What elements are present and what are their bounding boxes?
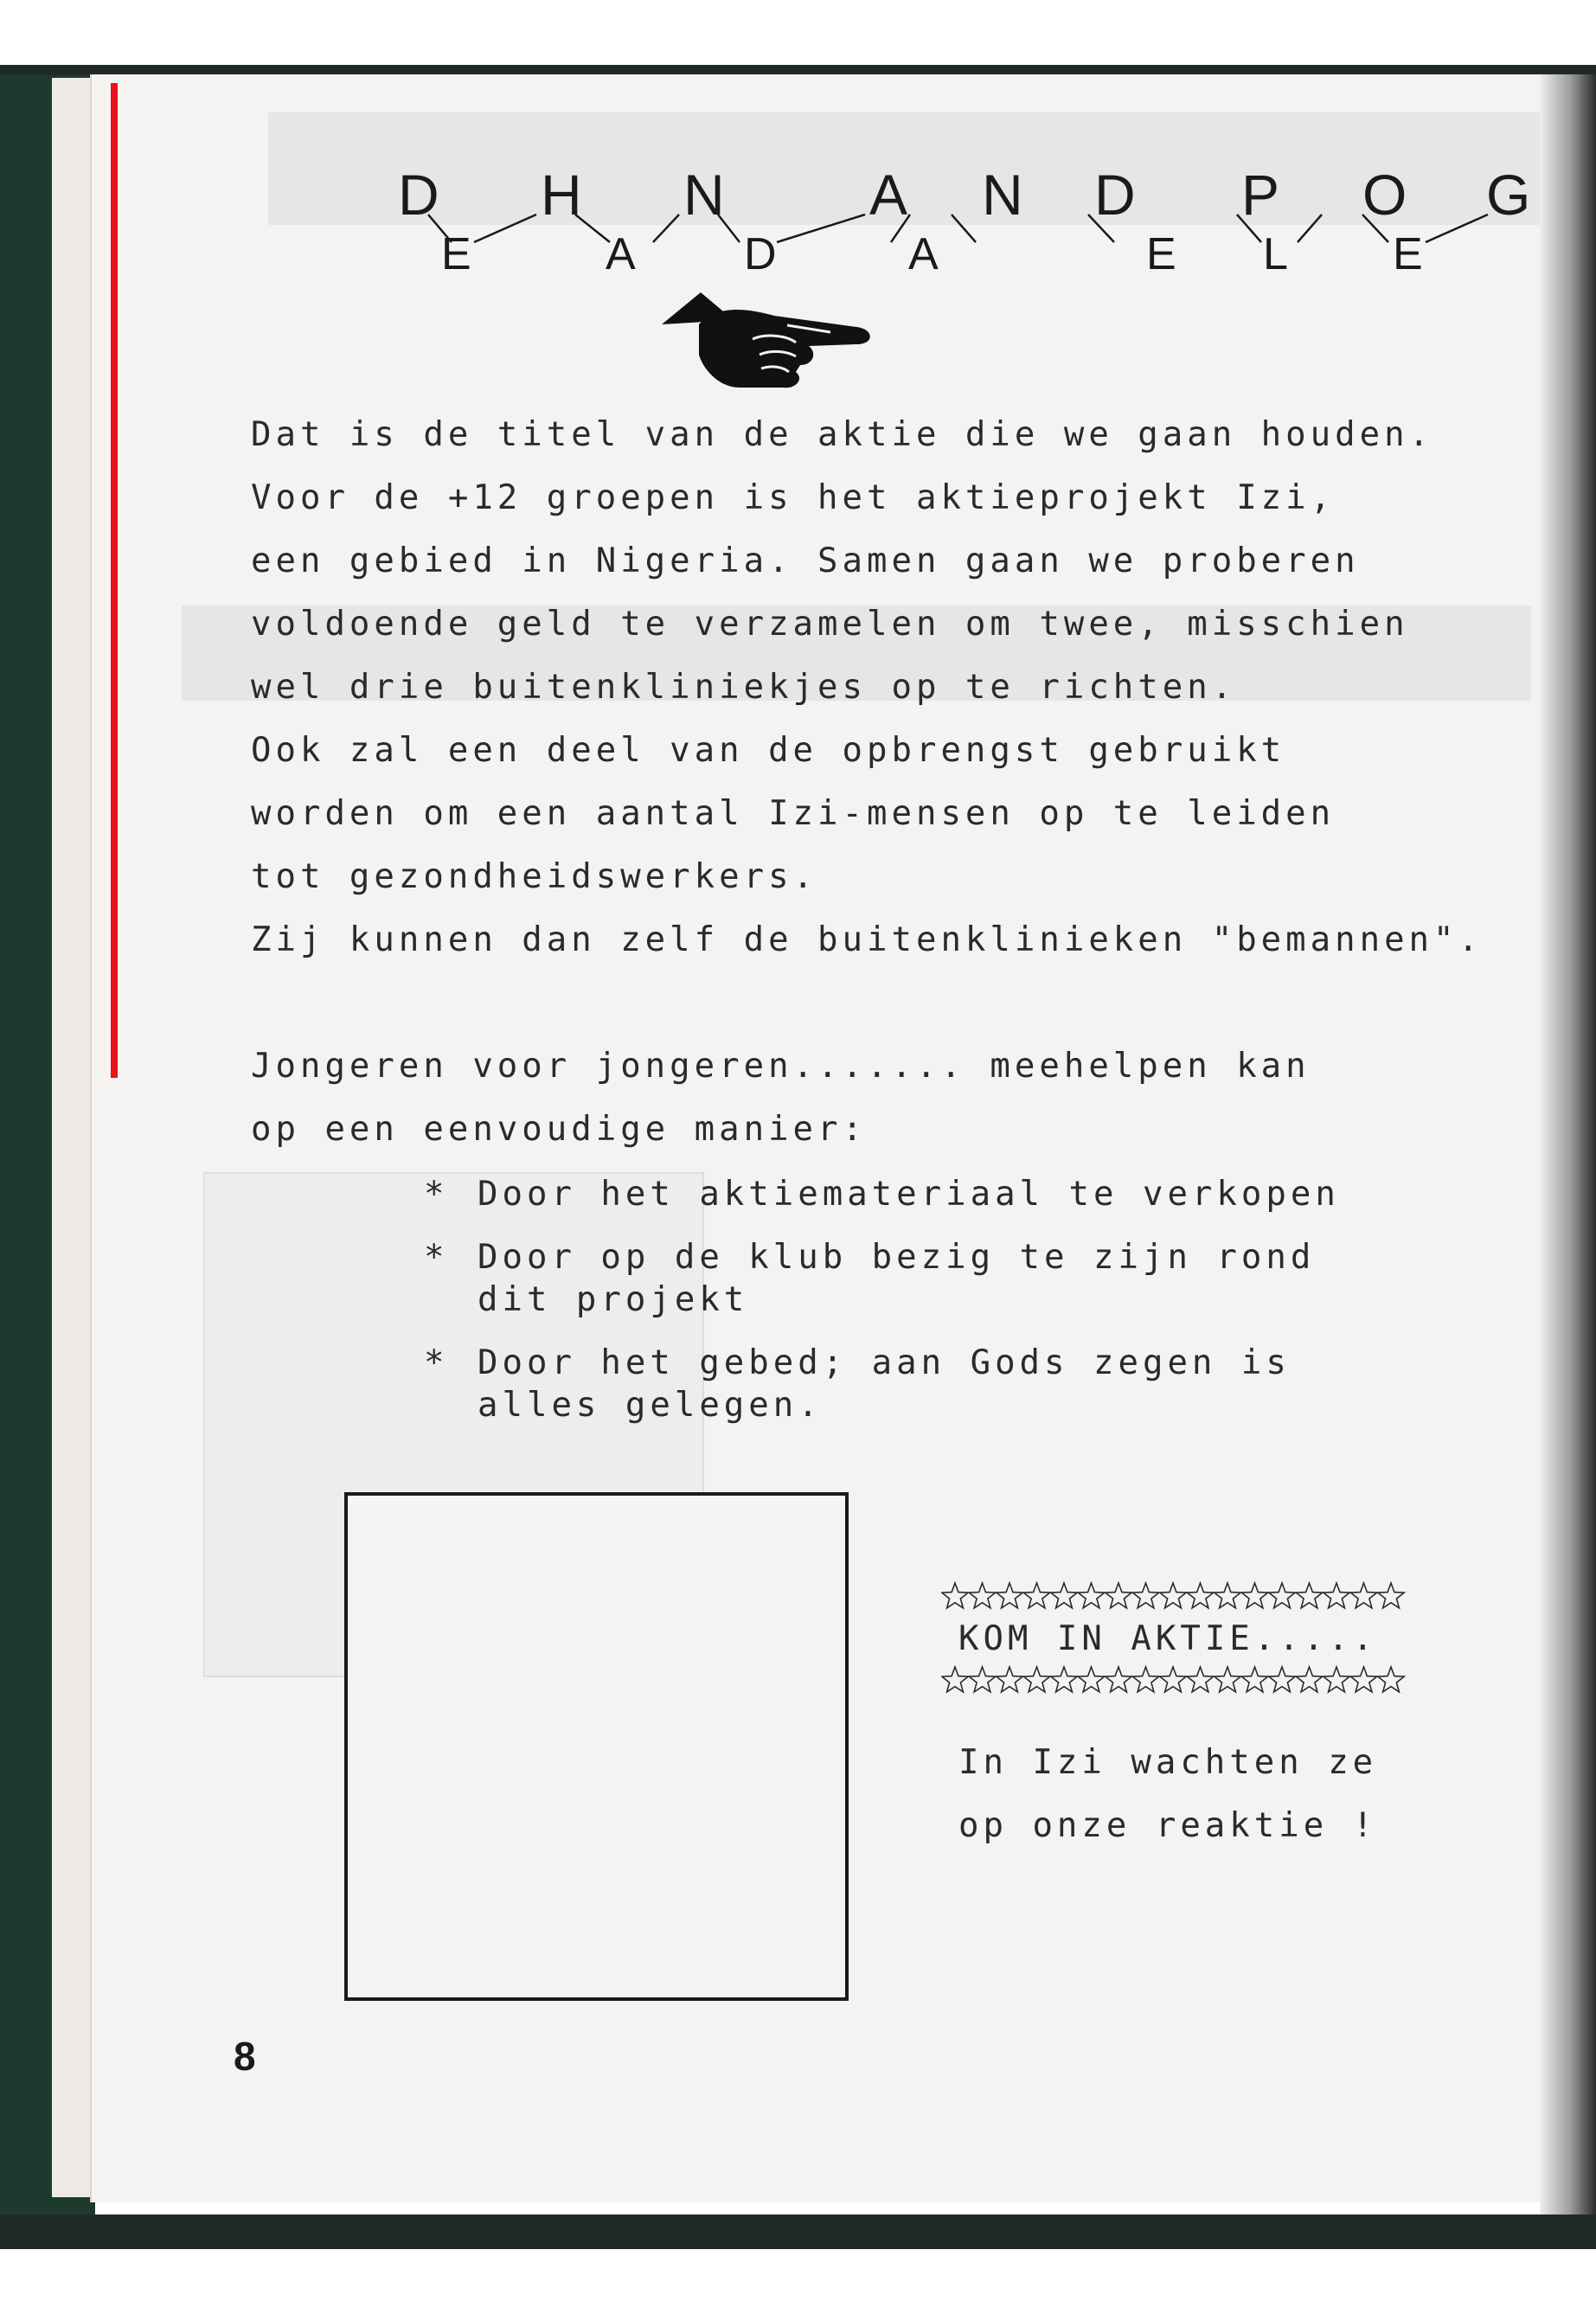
bullet-star: *: [424, 1175, 449, 1214]
star-ornament: [1350, 1583, 1376, 1608]
title-letter: A: [869, 163, 908, 227]
star-ornament: [1241, 1583, 1267, 1608]
bullet-text: Door het aktiemateriaal te verkopen: [478, 1175, 1340, 1214]
title-letter: H: [541, 163, 582, 227]
body-text-line: Jongeren voor jongeren....... meehelpen kan: [251, 1047, 1311, 1086]
star-ornament: [969, 1583, 995, 1608]
star-ornament: [1324, 1667, 1349, 1692]
title-letter: O: [1362, 163, 1407, 227]
body-text-line: Zij kunnen dan zelf de buitenklinieken "bemannen".: [251, 920, 1483, 959]
title-letter: D: [744, 229, 777, 279]
star-ornament: [1160, 1667, 1186, 1692]
star-ornament: [1132, 1667, 1158, 1692]
star-ornament: [1378, 1583, 1404, 1608]
body-text-line: worden om een aantal Izi-mensen op te leiden: [251, 794, 1336, 833]
bullet-star: *: [424, 1343, 449, 1382]
red-margin-bar: [111, 83, 118, 1078]
star-ornament: [1106, 1583, 1131, 1608]
cover-bottom-edge: [0, 2214, 1596, 2249]
title-letter: D: [398, 163, 439, 227]
bullet-text: alles gelegen.: [478, 1386, 823, 1425]
spine-shadow: [1540, 74, 1596, 2214]
star-ornament: [1051, 1667, 1077, 1692]
star-ornament: [1296, 1667, 1322, 1692]
title-letter: A: [908, 229, 939, 279]
star-ornament: [1078, 1667, 1104, 1692]
bullet-text: Door het gebed; aan Gods zegen is: [478, 1343, 1291, 1382]
star-ornament: [1023, 1667, 1049, 1692]
body-text-line: wel drie buitenkliniekjes op te richten.: [251, 668, 1237, 707]
star-ornament: [942, 1667, 968, 1692]
title-letter: N: [683, 163, 725, 227]
body-text-line: voldoende geld te verzamelen om twee, misschien: [251, 605, 1409, 644]
star-ornament: [1051, 1583, 1077, 1608]
bullet-text: Door op de klub bezig te zijn rond: [478, 1238, 1316, 1277]
body-text-line: op een eenvoudige manier:: [251, 1110, 867, 1149]
page-edge: [69, 78, 82, 2197]
title-letter: E: [1146, 229, 1176, 279]
star-border-top: [941, 1579, 1417, 1613]
star-ornament: [1215, 1667, 1240, 1692]
bullet-star: *: [424, 1238, 449, 1277]
star-ornament: [1324, 1583, 1349, 1608]
page-edge: [52, 78, 70, 2197]
star-ornament: [1078, 1583, 1104, 1608]
callout-text: In Izi wachten ze: [958, 1743, 1378, 1782]
title-letter: E: [441, 229, 471, 279]
photo-frame: [344, 1492, 849, 2001]
body-text-line: tot gezondheidswerkers.: [251, 857, 818, 896]
star-ornament: [1269, 1667, 1295, 1692]
star-ornament: [969, 1667, 995, 1692]
star-ornament: [1350, 1667, 1376, 1692]
star-ornament: [1160, 1583, 1186, 1608]
star-ornament: [997, 1667, 1022, 1692]
body-text-line: een gebied in Nigeria. Samen gaan we proberen: [251, 542, 1360, 580]
star-ornament: [1187, 1583, 1213, 1608]
title-letter: P: [1241, 163, 1280, 227]
title-letter: G: [1486, 163, 1531, 227]
star-ornament: [1187, 1667, 1213, 1692]
callout-text: op onze reaktie !: [958, 1806, 1378, 1845]
star-ornament: [1296, 1583, 1322, 1608]
title-letter: L: [1263, 229, 1288, 279]
star-ornament: [1106, 1667, 1131, 1692]
pointing-hand-icon: [657, 285, 882, 398]
star-ornament: [942, 1583, 968, 1608]
star-ornament: [1132, 1583, 1158, 1608]
star-ornament: [1378, 1667, 1404, 1692]
star-ornament: [1023, 1583, 1049, 1608]
title-letter: A: [606, 229, 636, 279]
star-ornament: [997, 1583, 1022, 1608]
star-ornament: [1241, 1667, 1267, 1692]
title-letter: D: [1094, 163, 1136, 227]
body-text-line: Ook zal een deel van de opbrengst gebruikt: [251, 731, 1286, 770]
body-text-line: Dat is de titel van de aktie die we gaan houden.: [251, 415, 1434, 454]
star-border-bottom: [941, 1663, 1417, 1697]
title-letter: N: [982, 163, 1023, 227]
body-text-line: Voor de +12 groepen is het aktieprojekt Izi,: [251, 478, 1336, 517]
bullet-text: dit projekt: [478, 1280, 749, 1319]
title-letter: E: [1393, 229, 1423, 279]
star-ornament: [1215, 1583, 1240, 1608]
page-number: 8: [234, 2034, 256, 2079]
star-ornament: [1269, 1583, 1295, 1608]
callout-heading: KOM IN AKTIE.....: [958, 1619, 1378, 1658]
